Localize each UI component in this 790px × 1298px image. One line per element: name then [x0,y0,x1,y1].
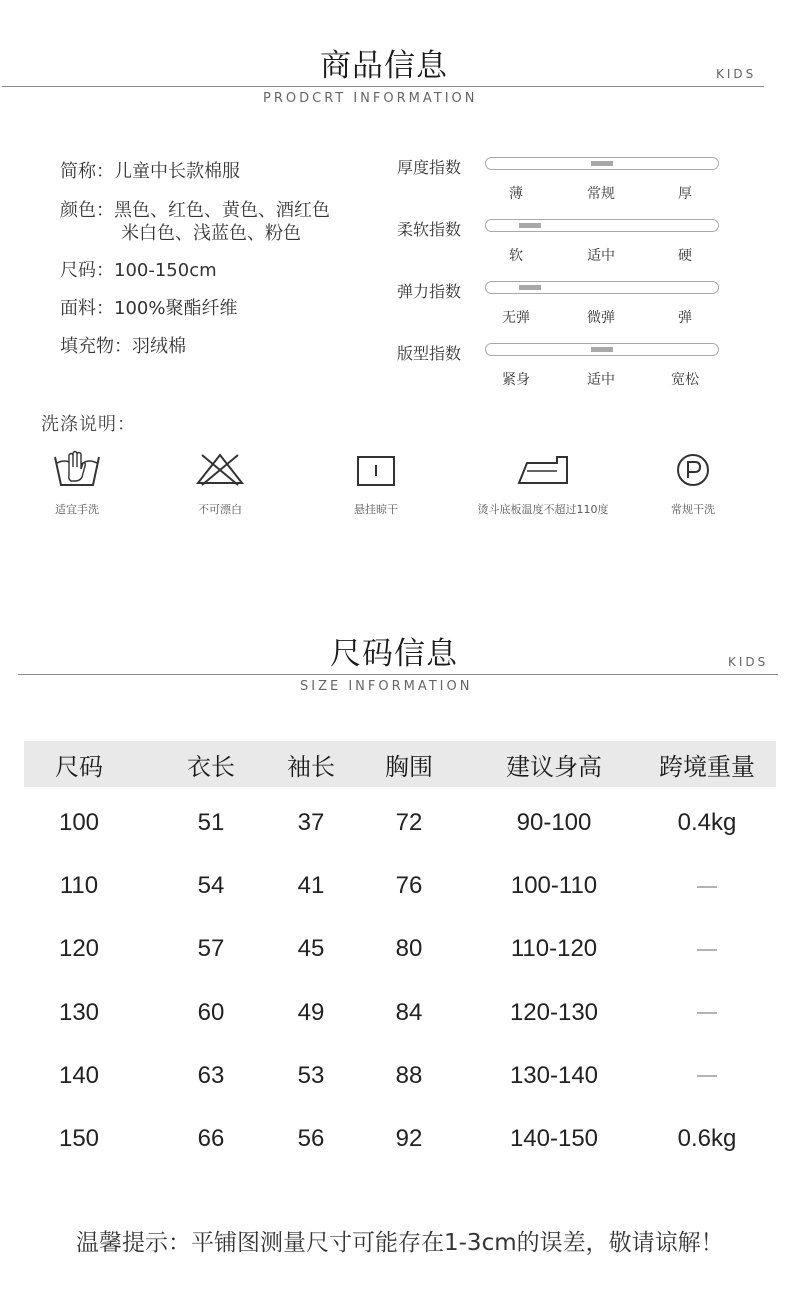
dry-clean-icon [618,449,768,489]
table-cell: 63 [197,1061,225,1089]
table-cell-dash [647,999,767,1027]
info-value: 黑色、红色、黄色、酒红色 [114,200,330,221]
product-section-title: 商品信息 [320,48,448,84]
wash-item-hand-wash [2,449,152,517]
info-value: 100%聚酯纤维 [114,298,238,319]
table-header-cell: 衣长 [187,753,235,781]
wash-item-dry-clean [618,449,768,517]
meter-fill [519,223,541,228]
no-bleach-icon [145,449,295,489]
info-label: 面料： [60,298,114,319]
meter-label: 弹 [678,310,692,326]
info-value: 儿童中长款棉服 [114,161,240,182]
table-cell: 72 [395,809,423,836]
table-cell: 140-150 [509,1125,599,1152]
meter-label: 常规 [587,186,615,202]
wash-label: 不可漂白 [198,503,242,516]
info-value: 羽绒棉 [132,336,186,357]
meter-label: 无弹 [502,310,530,326]
meter-track-fit [485,343,719,356]
wash-label: 悬挂晾干 [354,503,398,516]
info-row-fabric [60,297,237,320]
section-divider [18,674,778,675]
product-section-subtitle: PRODCRT INFORMATION [263,91,478,106]
meter-title-fit: 版型指数 [397,344,462,363]
table-cell: 60 [197,998,225,1026]
table-cell-dash [647,1062,767,1090]
meter-fill [519,285,541,290]
wash-label: 常规干洗 [671,503,715,516]
table-cell: 130 [58,998,100,1026]
table-cell-dash [647,935,767,963]
table-cell: 88 [395,1061,423,1089]
table-cell: 51 [197,809,225,836]
dash-mark [697,886,717,888]
table-header-cell: 跨境重量 [659,753,755,781]
table-cell: 0.6kg [677,1125,737,1152]
meter-label: 紧身 [502,372,530,388]
wash-item-no-bleach [145,449,295,517]
info-row-size [60,259,217,282]
wash-item-iron [468,449,618,517]
dash-mark [697,1012,717,1014]
table-cell: 49 [297,998,325,1026]
meter-fill [591,161,613,166]
size-section-subtitle: SIZE INFORMATION [300,679,473,694]
info-label: 简称： [60,161,114,182]
hand-wash-icon [2,449,152,489]
wash-label: 适宜手洗 [55,503,99,516]
info-label: 填充物： [60,336,132,357]
table-cell: 53 [297,1061,325,1089]
table-header-cell: 袖长 [287,753,335,781]
info-label: 颜色： [60,200,114,221]
info-row-name [60,160,240,183]
meter-title-softness: 柔软指数 [397,220,462,239]
info-row-filling [60,335,186,358]
table-cell: 140 [58,1061,100,1089]
table-cell: 80 [395,935,423,963]
info-row-color-cont: 米白色、浅蓝色、粉色 [121,223,301,244]
meter-title-thickness: 厚度指数 [397,158,462,177]
meter-fill [591,347,613,352]
meter-track-thickness [485,157,719,170]
table-cell: 120 [58,935,100,963]
meter-title-elasticity: 弹力指数 [397,282,462,301]
table-header-cell: 建议身高 [506,753,602,781]
meter-label: 硬 [678,248,692,264]
wash-title: 洗涤说明： [41,414,136,435]
wash-label: 烫斗底板温度不超过110度 [477,503,609,516]
table-cell-dash [647,872,767,900]
table-cell: 92 [395,1125,423,1152]
info-label: 尺码： [60,260,114,281]
hang-dry-icon [301,449,451,489]
meter-label: 薄 [509,186,523,202]
wash-item-hang-dry [301,449,451,517]
table-cell: 150 [58,1125,100,1152]
dash-mark [697,1075,717,1077]
size-section-title: 尺码信息 [330,636,458,672]
table-cell: 120-130 [509,998,599,1026]
meter-label: 适中 [587,372,615,388]
table-header-cell: 胸围 [385,753,433,781]
meter-label: 软 [509,248,523,264]
table-cell: 56 [297,1125,325,1152]
section-divider [2,86,764,87]
info-value: 100-150cm [114,260,217,281]
table-cell: 54 [197,872,225,900]
meter-label: 厚 [678,186,692,202]
table-cell: 110 [59,872,99,900]
table-cell: 41 [297,872,325,900]
kids-tag: KIDS [728,655,769,669]
table-cell: 57 [197,935,225,963]
table-cell: 0.4kg [677,809,737,836]
kids-tag: KIDS [716,67,757,81]
meter-track-softness [485,219,719,232]
table-cell: 84 [395,998,423,1026]
table-cell: 110-120 [510,935,598,963]
table-cell: 100-110 [510,872,598,900]
dash-mark [697,949,717,951]
table-cell: 45 [297,935,325,963]
table-header-cell: 尺码 [55,753,103,781]
table-cell: 66 [197,1125,225,1152]
meter-label: 微弹 [587,310,615,326]
measurement-note: 温馨提示：平铺图测量尺寸可能存在1-3cm的误差，敬请谅解！ [76,1230,724,1256]
iron-icon [468,449,618,489]
meter-label: 宽松 [671,372,699,388]
table-cell: 76 [395,872,423,900]
table-cell: 37 [297,809,325,836]
info-row-color [60,199,330,222]
meter-label: 适中 [587,248,615,264]
table-cell: 130-140 [509,1061,599,1089]
table-cell: 100 [58,809,100,836]
table-cell: 90-100 [516,809,592,836]
meter-track-elasticity [485,281,719,294]
